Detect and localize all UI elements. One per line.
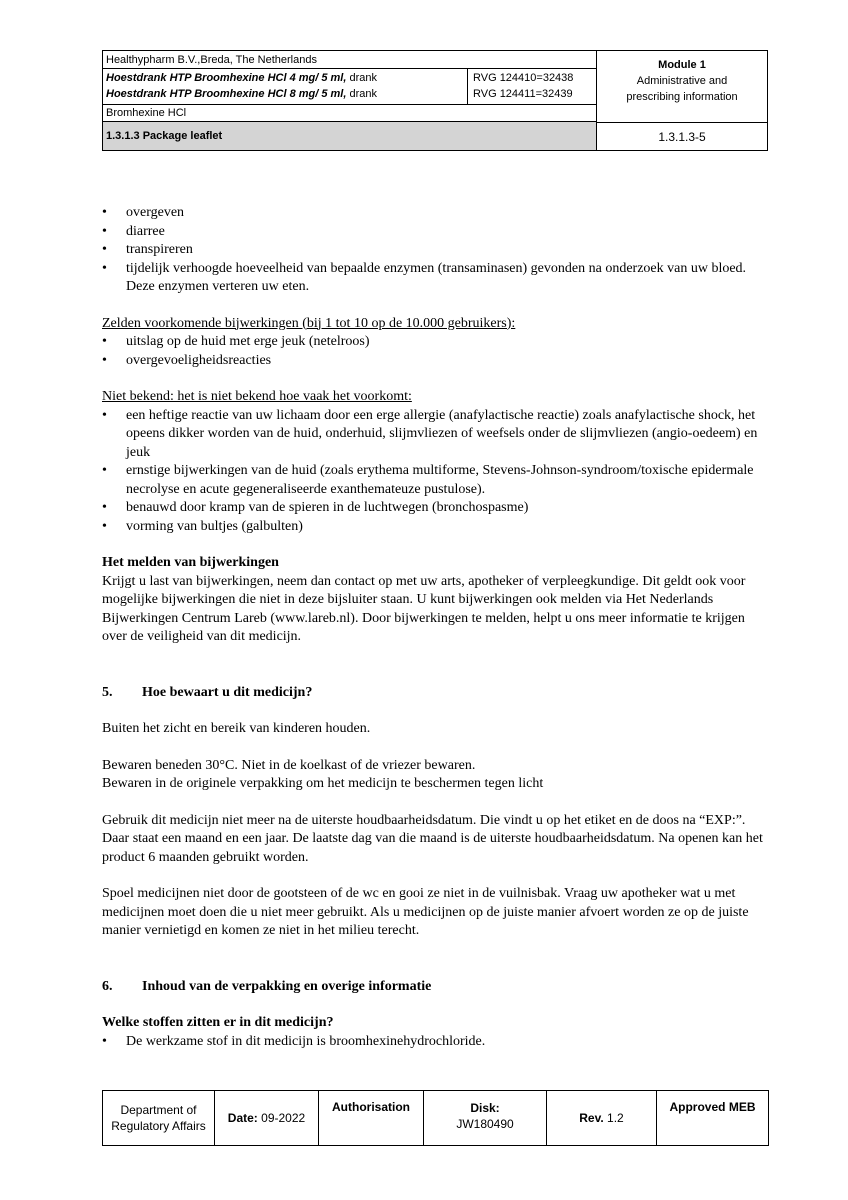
date-value: 09-2022 bbox=[257, 1111, 306, 1125]
section-5-title: Hoe bewaart u dit medicijn? bbox=[142, 684, 313, 700]
section-code: 1.3.1.3-5 bbox=[597, 122, 767, 150]
rvg-number-1: RVG 124410=32438 bbox=[473, 72, 574, 84]
section-6-heading bbox=[102, 978, 770, 997]
section-5-paragraph-2b: Bewaren in de originele verpakking om het medicijn te beschermen tegen licht bbox=[102, 776, 544, 791]
product-rows bbox=[103, 69, 596, 105]
bullet-icon: • bbox=[102, 242, 107, 257]
list-item: • vorming van bultjes (galbulten) bbox=[102, 518, 770, 537]
module-info bbox=[597, 57, 767, 105]
section-5-paragraph-1: Buiten het zicht en bereik van kinderen houden. bbox=[102, 721, 371, 736]
unknown-heading: Niet bekend: het is niet bekend hoe vaak het voorkomt: bbox=[102, 389, 412, 404]
disk-value: JW180490 bbox=[456, 1117, 514, 1131]
department-line-2: Regulatory Affairs bbox=[111, 1119, 206, 1133]
substance-name: Bromhexine HCl bbox=[103, 105, 596, 122]
module-line-3: prescribing information bbox=[626, 91, 738, 103]
rvg-number-2: RVG 124411=32439 bbox=[473, 88, 573, 100]
rvg-column bbox=[467, 69, 597, 104]
list-item: • een heftige reactie van uw lichaam door een erge allergie (anafylactische reactie) zoals anafylactische shock, het opeens dikker worden van de huid, onderhuid, slijmvliezen of weefsels onder de slijmvliezen (angio-oedeem) en jeuk bbox=[102, 407, 758, 460]
revision-label: Rev. bbox=[579, 1111, 604, 1125]
bullet-icon: • bbox=[102, 1033, 107, 1049]
section-6-title: Inhoud van de verpakking en overige informatie bbox=[142, 978, 432, 994]
product-1-name: Hoestdrank HTP Broomhexine HCl 4 mg/ 5 ml, bbox=[106, 72, 347, 84]
document-header bbox=[102, 50, 768, 151]
section-6-subheading: Welke stoffen zitten er in dit medicijn? bbox=[102, 1015, 334, 1030]
leaflet-content bbox=[102, 204, 770, 1051]
product-2-name: Hoestdrank HTP Broomhexine HCl 8 mg/ 5 ml, bbox=[106, 88, 347, 100]
bullet-icon: • bbox=[102, 518, 107, 534]
section-title: 1.3.1.3 Package leaflet bbox=[103, 122, 596, 150]
section-6-number: 6. bbox=[102, 978, 113, 994]
side-effects-list-top bbox=[102, 204, 770, 297]
list-item: • uitslag op de huid met erge jeuk (netelroos) bbox=[102, 333, 770, 352]
ingredients-list bbox=[102, 1033, 770, 1052]
bullet-icon: • bbox=[102, 500, 107, 515]
bullet-icon: • bbox=[102, 223, 107, 239]
footer-revision bbox=[547, 1091, 657, 1145]
product-line-2 bbox=[106, 87, 377, 102]
header-right bbox=[597, 51, 767, 150]
section-5-paragraph-3: Gebruik dit medicijn niet meer na de uiterste houdbaarheidsdatum. Die vindt u op het etiket en de doos na “EXP:”. Daar staat een maand en een jaar. De laatste dag van die maand is de uiterste houdbaarheidsdatum. Na openen kan het product 6 maanden gebruikt worden. bbox=[102, 812, 763, 865]
report-text: Krijgt u last van bijwerkingen, neem dan contact op met uw arts, apotheker of verpleegkundige. Dit geldt ook voor mogelijke bijwerkingen die niet in deze bijsluiter staan. U kunt bijwerkingen ook melden via Het Nederlands Bijwerkingen Centrum Lareb (www.lareb.nl). Door bijwerkingen te melden, helpt u ons meer informatie te krijgen over de veiligheid van dit medicijn. bbox=[102, 573, 746, 644]
list-item: • overgeven bbox=[102, 204, 770, 223]
revision-value: 1.2 bbox=[603, 1111, 624, 1125]
document-footer bbox=[102, 1090, 769, 1146]
footer-date bbox=[215, 1091, 319, 1145]
disk-label: Disk: bbox=[470, 1101, 500, 1115]
list-item: • tijdelijk verhoogde hoeveelheid van bepaalde enzymen (transaminasen) gevonden na onderzoek van uw bloed. Deze enzymen verteren uw eten. bbox=[102, 260, 747, 294]
list-item: • diarree bbox=[102, 223, 770, 242]
footer-approved: Approved MEB bbox=[669, 1100, 756, 1114]
company-name: Healthypharm B.V.,Breda, The Netherlands bbox=[103, 51, 596, 69]
module-line-2: Administrative and bbox=[636, 75, 728, 87]
rare-heading: Zelden voorkomende bijwerkingen (bij 1 tot 10 op de 10.000 gebruikers): bbox=[102, 315, 516, 331]
rare-side-effects-list bbox=[102, 333, 770, 370]
section-5-paragraph-2a: Bewaren beneden 30°C. Niet in de koelkast of de vriezer bewaren. bbox=[102, 757, 476, 773]
bullet-icon: • bbox=[102, 205, 107, 220]
list-item: • De werkzame stof in dit medicijn is broomhexinehydrochloride. bbox=[102, 1033, 770, 1052]
footer-disk bbox=[424, 1091, 547, 1145]
section-5-heading bbox=[102, 684, 770, 703]
list-item: • ernstige bijwerkingen van de huid (zoals erythema multiforme, Stevens-Johnson-syndroom/toxische epidermale necrolyse en acute gegeneraliseerde exanthemateuze pustulose). bbox=[102, 463, 754, 497]
section-5-paragraph-4: Spoel medicijnen niet door de gootsteen of de wc en gooi ze niet in de vuilnisbak. Vraag uw apotheker wat u met medicijnen moet doen die u niet meer gebruikt. Als u medicijnen op de juiste manier afvoert worden ze op de juiste manier vernietigd en komen ze niet in het milieu terecht. bbox=[102, 886, 749, 938]
product-line-1 bbox=[106, 71, 377, 86]
list-item: • overgevoeligheidsreacties bbox=[102, 352, 770, 371]
bullet-icon: • bbox=[102, 334, 107, 349]
report-heading: Het melden van bijwerkingen bbox=[102, 555, 279, 570]
product-2-form: drank bbox=[346, 88, 377, 100]
unknown-side-effects-list bbox=[102, 407, 770, 537]
header-left bbox=[103, 51, 597, 150]
list-item: • benauwd door kramp van de spieren in de luchtwegen (bronchospasme) bbox=[102, 499, 770, 518]
product-1-form: drank bbox=[346, 72, 377, 84]
footer-department bbox=[103, 1091, 215, 1145]
department-line-1: Department of bbox=[120, 1103, 197, 1117]
list-item: • transpireren bbox=[102, 241, 770, 260]
bullet-icon: • bbox=[102, 463, 107, 478]
bullet-icon: • bbox=[102, 260, 107, 276]
bullet-icon: • bbox=[102, 352, 107, 368]
module-title: Module 1 bbox=[658, 59, 706, 71]
bullet-icon: • bbox=[102, 407, 107, 423]
section-5-number: 5. bbox=[102, 684, 113, 700]
footer-authorisation: Authorisation bbox=[319, 1091, 424, 1145]
date-label: Date: bbox=[227, 1111, 258, 1125]
